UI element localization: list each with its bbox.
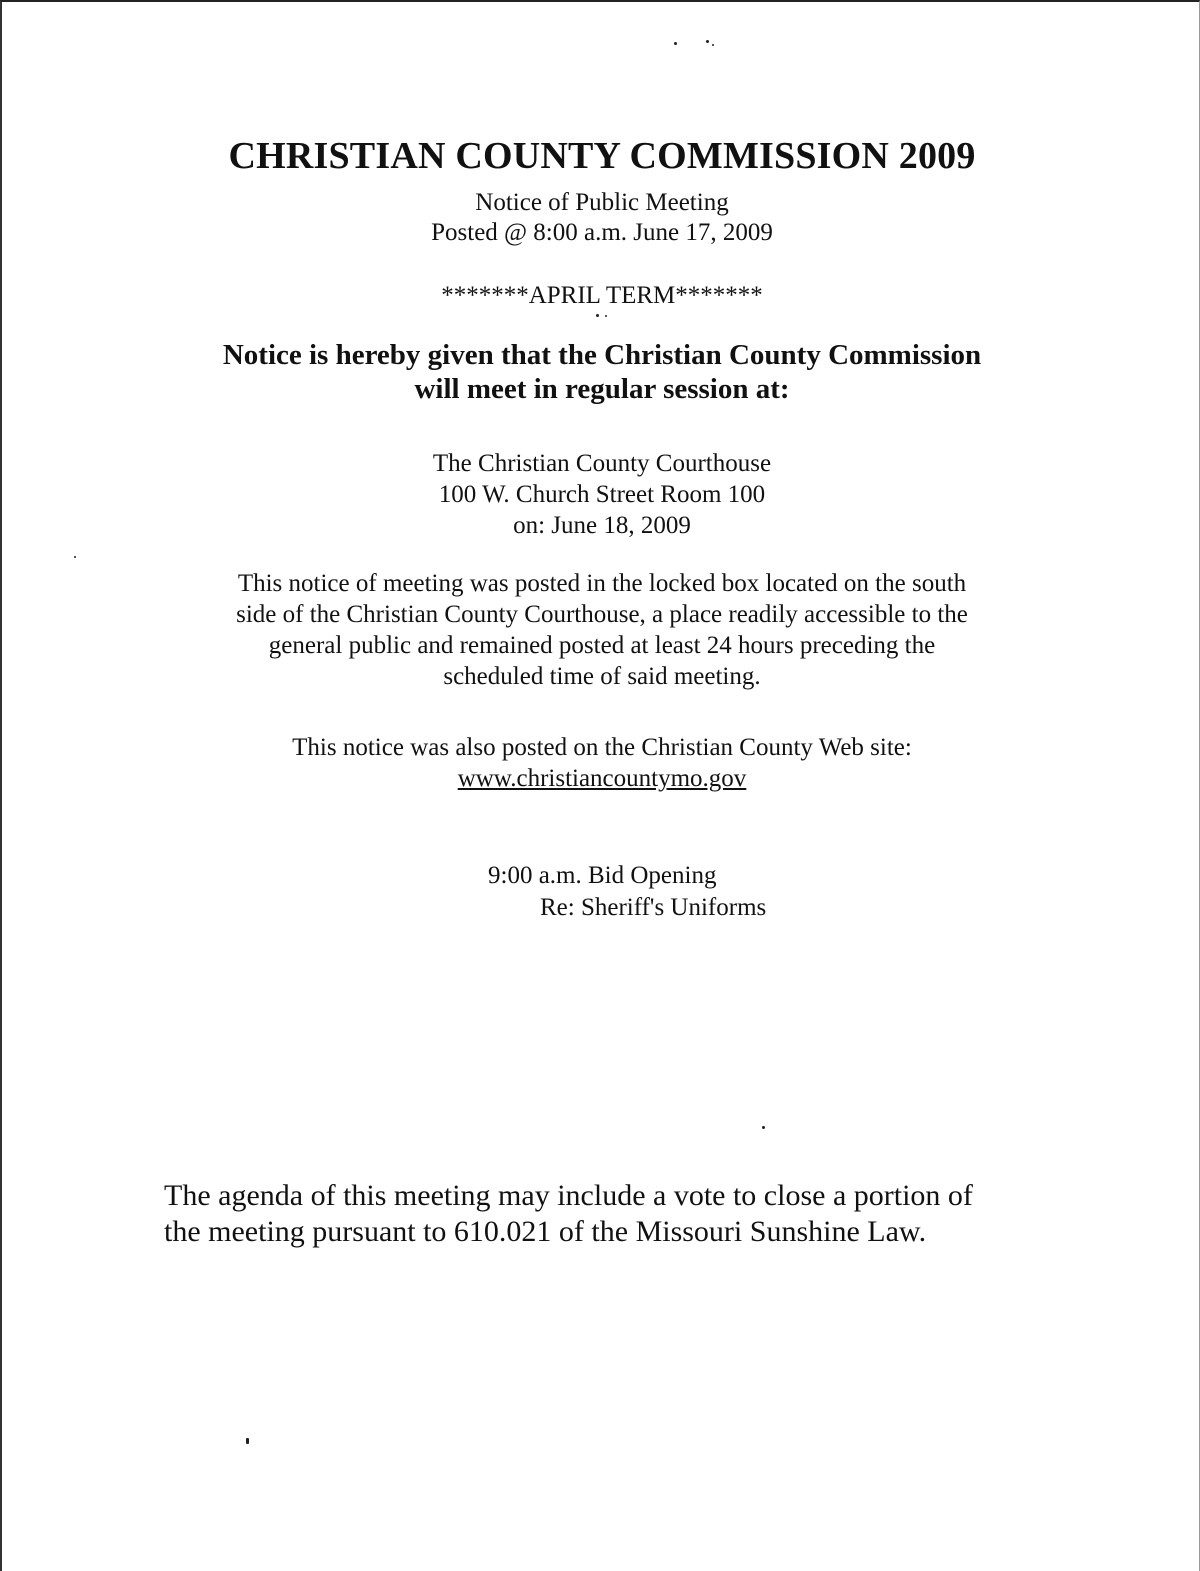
meeting-date: on: June 18, 2009 [513,512,691,539]
notice-line: will meet in regular session at: [414,373,790,405]
sunshine-line: The agenda of this meeting may include a vote to close a portion of [164,1179,973,1212]
notice-heading [2,338,1200,406]
scan-speck [605,315,607,317]
agenda-item-time: 9:00 a.m. Bid Opening [488,862,717,889]
web-statement: This notice was also posted on the Christian County Web site: [292,734,912,761]
sunshine-line: the meeting pursuant to 610.021 of the Missouri Sunshine Law. [164,1215,927,1248]
posting-line: scheduled time of said meeting. [443,663,761,690]
scan-speck [712,44,714,46]
website-link[interactable]: www.christiancountymo.gov [457,765,747,792]
location-building: The Christian County Courthouse [432,450,772,477]
posted-timestamp: Posted @ 8:00 a.m. June 17, 2009 [431,219,773,246]
sunshine-law-notice [164,1178,1064,1250]
scan-speck [762,1126,765,1129]
scan-speck [596,314,599,317]
web-posting [2,732,1200,794]
location-street: 100 W. Church Street Room 100 [438,481,766,508]
scan-speck [674,42,677,45]
agenda-item-subject: Re: Sheriff's Uniforms [540,894,767,921]
posting-line: side of the Christian County Courthouse, a place readily accessible to the [236,601,968,628]
term-heading: *******APRIL TERM******* [441,282,763,309]
notice-subtitle: Notice of Public Meeting [475,189,729,216]
posting-line: general public and remained posted at least 24 hours preceding the [268,632,936,659]
document-title: CHRISTIAN COUNTY COMMISSION 2009 [228,135,976,177]
posting-statement [2,568,1200,692]
agenda-items [488,860,766,924]
scan-speck [74,556,76,558]
scan-speck [706,40,709,43]
posting-line: This notice of meeting was posted in the locked box located on the south [237,570,967,597]
notice-line: Notice is hereby given that the Christian County Commission [222,339,982,371]
meeting-location [2,448,1200,541]
scan-speck [246,1438,249,1444]
